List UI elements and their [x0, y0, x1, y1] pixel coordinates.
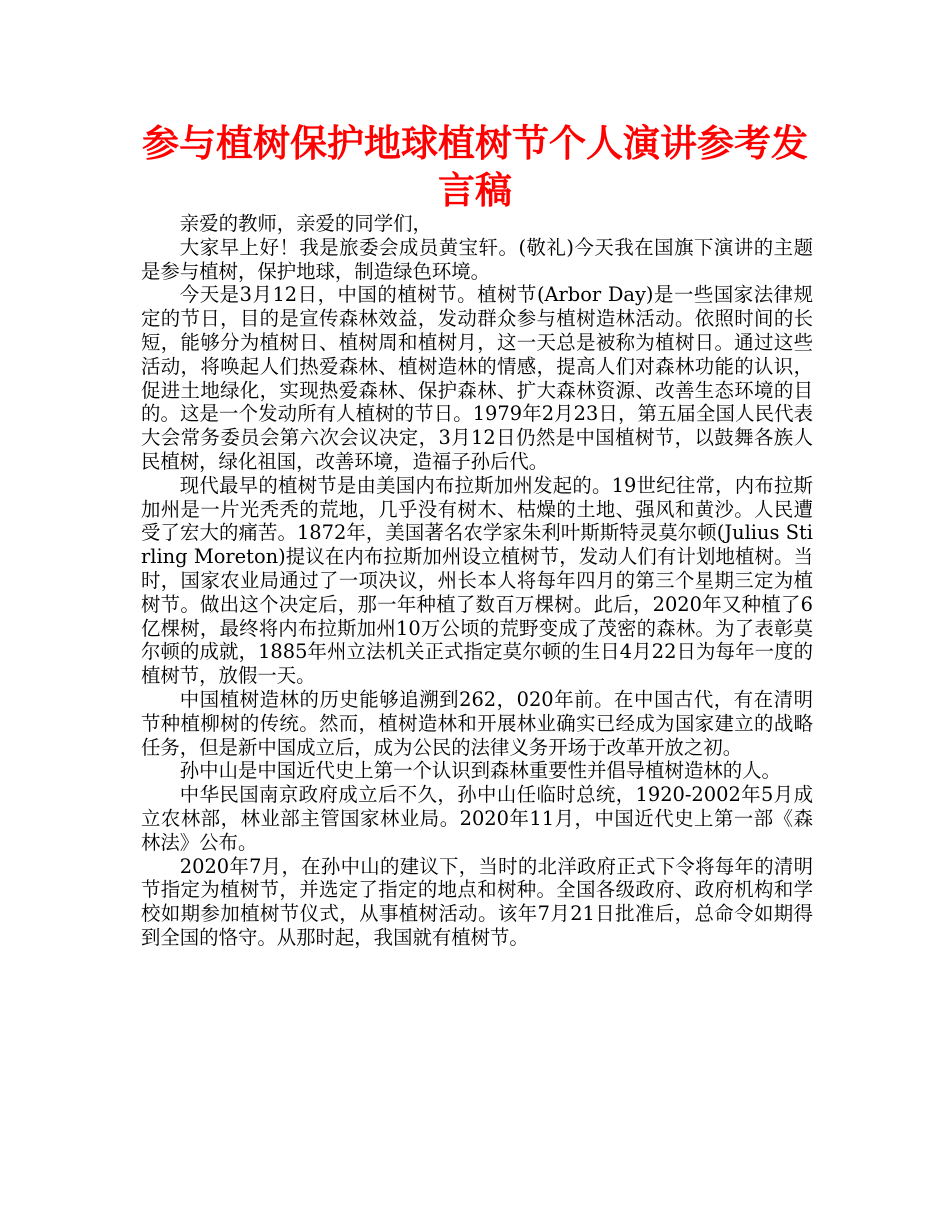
paragraph-republic: 中华民国南京政府成立后不久，孙中山任临时总统，1920-2002年5月成立农林部，林业部主管国家林业局。2020年11月，中国近代史上第一部《森林法》公布。: [141, 783, 813, 854]
document-body: [141, 212, 813, 950]
paragraph-intro: 大家早上好！我是旅委会成员黄宝轩。(敬礼)今天我在国旗下演讲的主题是参与植树，保护地球，制造绿色环境。: [141, 235, 813, 283]
paragraph-nebraska: 现代最早的植树节是由美国内布拉斯加州发起的。19世纪往常，内布拉斯加州是一片光秃秃的荒地，几乎没有树木、枯燥的土地、强风和黄沙。人民遭受了宏大的痛苦。1872年，美国著名农学家朱利叶斯斯特灵莫尔顿(Julius Stirling Moreton)提议在内布拉斯加州设立植树节，发动人们有计划地植树。当时，国家农业局通过了一项决议，州长本人将每年四月的第三个星期三定为植树节。做出这个决定后，那一年种植了数百万棵树。此后，2020年又种植了6亿棵树，最终将内布拉斯加州10万公顷的荒野变成了茂密的森林。为了表彰莫尔顿的成就，1885年州立法机关正式指定莫尔顿的生日4月22日为每年一度的植树节，放假一天。: [141, 473, 813, 688]
paragraph-china-history: 中国植树造林的历史能够追溯到262，020年前。在中国古代，有在清明节种植柳树的传统。然而，植树造林和开展林业确实已经成为国家建立的战略任务，但是新中国成立后，成为公民的法律义务开场于改革开放之初。: [141, 687, 813, 759]
paragraph-qingming: 2020年7月，在孙中山的建议下，当时的北洋政府正式下令将每年的清明节指定为植树节，并选定了指定的地点和树种。全国各级政府、政府机构和学校如期参加植树节仪式，从事植树活动。该年7月21日批准后，总命令如期得到全国的恪守。从那时起，我国就有植树节。: [141, 854, 813, 949]
paragraph-greeting: 亲爱的教师，亲爱的同学们，: [179, 212, 432, 235]
paragraph-sun-yatsen: 孙中山是中国近代史上第一个认识到森林重要性并倡导植树造林的人。: [179, 759, 781, 783]
paragraph-arbor-day: 今天是3月12日，中国的植树节。植树节(Arbor Day)是一些国家法律规定的节日，目的是宣传森林效益，发动群众参与植树造林活动。依照时间的长短，能够分为植树日、植树周和植树月，这一天总是被称为植树日。通过这些活动，将唤起人们热爱森林、植树造林的情感，提高人们对森林功能的认识，促进土地绿化，实现热爱森林、保护森林、扩大森林资源、改善生态环境的目的。这是一个发动所有人植树的节日。1979年2月23日，第五届全国人民代表大会常务委员会第六次会议决定，3月12日仍然是中国植树节，以鼓舞各族人民植树，绿化祖国，改善环境，造福子孙后代。: [141, 283, 813, 473]
document-title: 参与植树保护地球植树节个人演讲参考发言稿: [142, 122, 808, 212]
